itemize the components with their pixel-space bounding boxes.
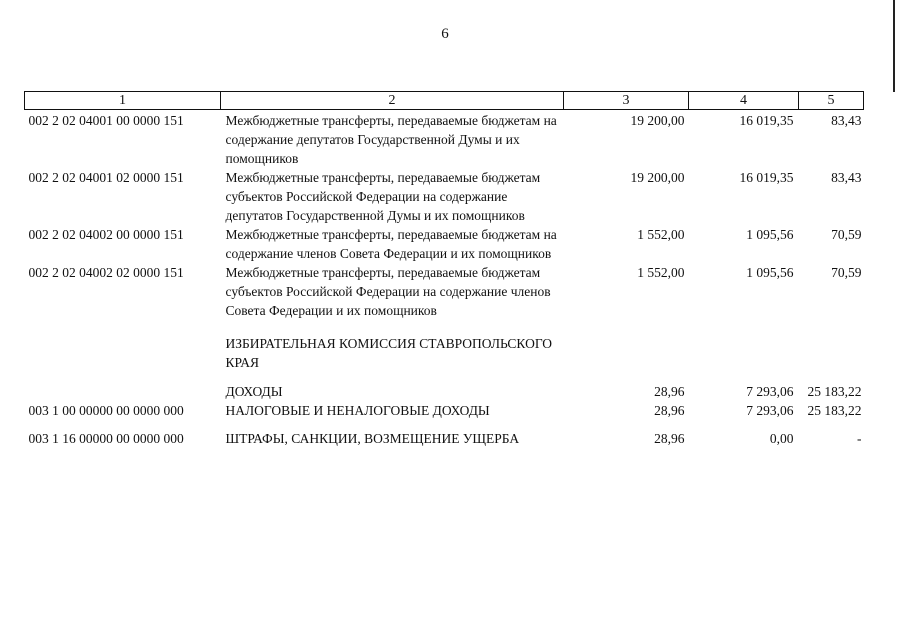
row-col5: 83,43 [831,170,862,185]
header-col-4: 4 [689,92,799,110]
row-col4: 16 019,35 [739,113,794,128]
row-col3: 19 200,00 [630,113,685,128]
row-code: 002 2 02 04002 00 0000 151 [28,227,184,242]
row-col3: 28,96 [654,403,685,418]
row-name: ШТРАФЫ, САНКЦИИ, ВОЗМЕЩЕНИЕ УЩЕРБА [225,431,520,446]
page-number: 6 [441,26,449,42]
budget-table [24,91,864,448]
section-title: ИЗБИРАТЕЛЬНАЯ КОМИССИЯ СТАВРОПОЛЬСКОГО КРАЯ [225,336,553,370]
row-col3: 1 552,00 [637,227,685,242]
table-row [25,420,864,448]
row-code: 002 2 02 04001 02 0000 151 [28,170,184,185]
row-name: НАЛОГОВЫЕ И НЕНАЛОГОВЫЕ ДОХОДЫ [225,403,490,418]
table-row [25,401,864,420]
row-col5: 25 183,22 [807,403,862,418]
row-col5: 25 183,22 [807,384,862,399]
row-col4: 7 293,06 [746,403,794,418]
row-name: ДОХОДЫ [225,384,283,399]
row-col5: 70,59 [831,265,862,280]
row-name: Межбюджетные трансферты, передаваемые бюджетам субъектов Российской Федерации на содержание депутатов Государственной Думы и их помощников [225,170,541,223]
row-code: 003 1 00 00000 00 0000 000 [28,403,184,418]
row-col4: 0,00 [769,431,794,446]
row-code: 002 2 02 04002 02 0000 151 [28,265,184,280]
page-edge-line [893,0,895,92]
header-col-5: 5 [799,92,864,110]
row-col3: 1 552,00 [637,265,685,280]
table-row [25,110,864,169]
row-col5: 70,59 [831,227,862,242]
table-row [25,263,864,320]
row-code: 002 2 02 04001 00 0000 151 [28,113,184,128]
row-name: Межбюджетные трансферты, передаваемые бюджетам на содержание депутатов Государственной Думы и их помощников [225,113,557,166]
header-row [25,92,864,110]
row-col4: 1 095,56 [746,265,794,280]
table-row [25,168,864,225]
header-col-1: 1 [25,92,221,110]
row-col3: 19 200,00 [630,170,685,185]
row-col4: 16 019,35 [739,170,794,185]
section-heading-row [25,320,864,372]
header-col-2: 2 [221,92,564,110]
row-col4: 1 095,56 [746,227,794,242]
table-row [25,372,864,401]
row-code [25,372,221,401]
row-col5: - [857,431,862,446]
row-name: Межбюджетные трансферты, передаваемые бюджетам субъектов Российской Федерации на содержание членов Совета Федерации и их помощников [225,265,551,318]
row-col4: 7 293,06 [746,384,794,399]
row-code: 003 1 16 00000 00 0000 000 [28,431,184,446]
row-col3: 28,96 [654,431,685,446]
table-row [25,225,864,263]
row-col3: 28,96 [654,384,685,399]
header-col-3: 3 [564,92,689,110]
row-name: Межбюджетные трансферты, передаваемые бюджетам на содержание членов Совета Федерации и их помощников [225,227,557,261]
row-col5: 83,43 [831,113,862,128]
